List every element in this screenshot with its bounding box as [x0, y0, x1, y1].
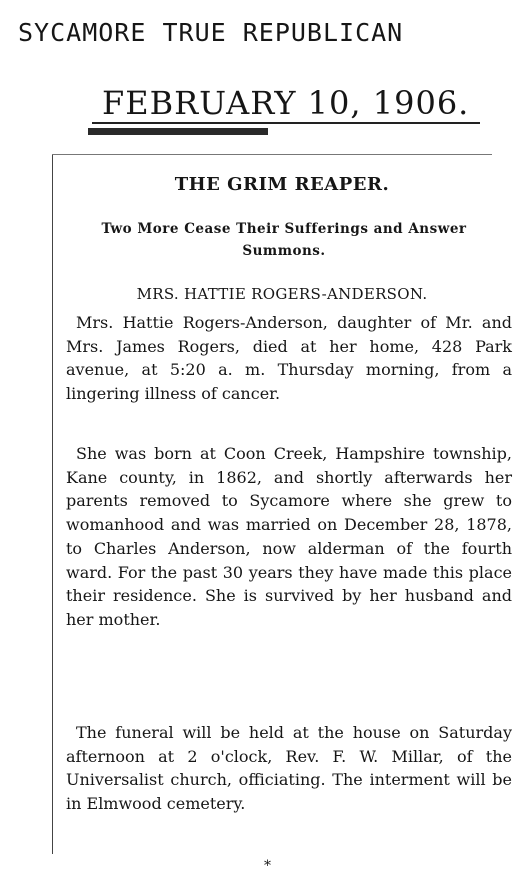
- date-thick-rule: [88, 128, 268, 135]
- section-ornament: *: [264, 858, 271, 874]
- obituary-name-heading: MRS. HATTIE ROGERS-ANDERSON.: [136, 285, 428, 303]
- article-paragraph: Mrs. Hattie Rogers-Anderson, daughter of Mr. and Mrs. James Rogers, died at her home, 428 Park avenue, at 5:20 a. m. Thursday morning, from a lingering illness of cancer.: [66, 313, 512, 404]
- article-headline: THE GRIM REAPER.: [174, 174, 390, 195]
- article-subheadline: Two More Cease Their Sufferings and Answer Summons.: [101, 221, 467, 259]
- date-underline-rule: [92, 122, 480, 124]
- article-paragraph: The funeral will be held at the house on Saturday afternoon at 2 o'clock, Rev. F. W. Millar, of the Universalist church, officiating. The interment will be in Elmwood cemetery.: [66, 723, 512, 814]
- newspaper-masthead: SYCAMORE TRUE REPUBLICAN: [18, 18, 404, 47]
- issue-date: FEBRUARY 10, 1906.: [102, 84, 470, 122]
- clipping-top-border: [52, 154, 492, 155]
- clipping-left-border: [52, 154, 53, 854]
- article-paragraph: She was born at Coon Creek, Hampshire township, Kane county, in 1862, and shortly afterwards her parents removed to Sycamore where she grew to womanhood and was married on December 28, 1878, to Charles Anderson, now alderman of the fourth ward. For the past 30 years they have made this place their residence. She is survived by her husband and her mother.: [66, 444, 512, 629]
- article-clipping: [52, 154, 516, 873]
